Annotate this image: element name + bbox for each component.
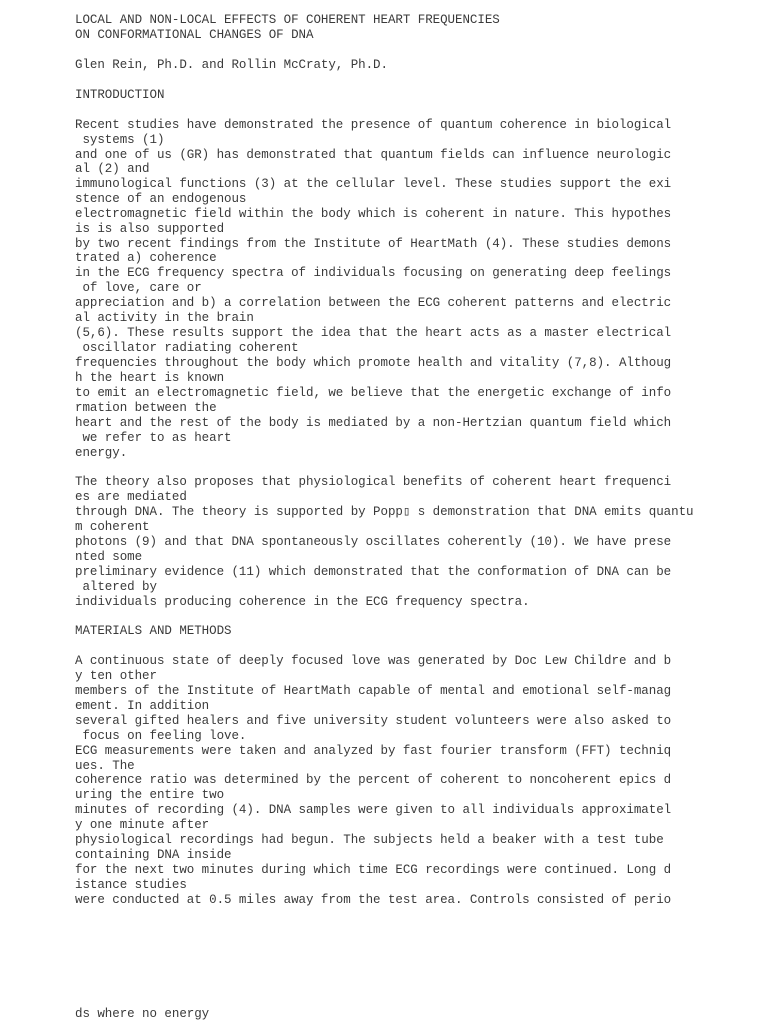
page-continuation-line: ds where no energy [75, 1007, 210, 1021]
section-heading-introduction: INTRODUCTION [75, 88, 165, 102]
text-line: and one of us (GR) has demonstrated that quantum fields can influence neurologic [75, 148, 672, 162]
text-line: al (2) and [75, 162, 150, 176]
text-line: m coherent [75, 520, 150, 534]
text-line: stence of an endogenous [75, 192, 247, 206]
text-line: through DNA. The theory is supported by Popp▯ s demonstration that DNA emits quantu [75, 505, 694, 519]
doc-title-line-1: LOCAL AND NON-LOCAL EFFECTS OF COHERENT HEART FREQUENCIES [75, 13, 500, 27]
text-line: electromagnetic field within the body which is coherent in nature. This hypothes [75, 207, 672, 221]
text-line: immunological functions (3) at the cellular level. These studies support the exi [75, 177, 672, 191]
text-line: al activity in the brain [75, 311, 254, 325]
text-line: oscillator radiating coherent [75, 341, 299, 355]
text-line: nted some [75, 550, 143, 564]
text-line: physiological recordings had begun. The subjects held a beaker with a test tube [75, 833, 664, 847]
text-line: heart and the rest of the body is mediated by a non-Hertzian quantum field which [75, 416, 672, 430]
text-line: frequencies throughout the body which promote health and vitality (7,8). Althoug [75, 356, 672, 370]
text-line: istance studies [75, 878, 187, 892]
doc-authors: Glen Rein, Ph.D. and Rollin McCraty, Ph.D. [75, 58, 388, 72]
text-line: coherence ratio was determined by the percent of coherent to noncoherent epics d [75, 773, 672, 787]
text-line: by two recent findings from the Institute of HeartMath (4). These studies demons [75, 237, 672, 251]
text-line: Recent studies have demonstrated the presence of quantum coherence in biological [75, 118, 672, 132]
text-line: uring the entire two [75, 788, 225, 802]
text-line: systems (1) [75, 133, 165, 147]
text-line: we refer to as heart [75, 431, 232, 445]
text-line: (5,6). These results support the idea that the heart acts as a master electrical [75, 326, 672, 340]
text-line: y ten other [75, 669, 157, 683]
text-line: photons (9) and that DNA spontaneously oscillates coherently (10). We have prese [75, 535, 672, 549]
text-line: focus on feeling love. [75, 729, 247, 743]
text-line: preliminary evidence (11) which demonstrated that the conformation of DNA can be [75, 565, 672, 579]
text-line: for the next two minutes during which time ECG recordings were continued. Long d [75, 863, 672, 877]
text-line: rmation between the [75, 401, 217, 415]
text-line: energy. [75, 446, 128, 460]
text-line: members of the Institute of HeartMath capable of mental and emotional self-manag [75, 684, 672, 698]
text-line: es are mediated [75, 490, 187, 504]
text-line: is is also supported [75, 222, 225, 236]
text-line: altered by [75, 580, 157, 594]
text-line: The theory also proposes that physiological benefits of coherent heart frequenci [75, 475, 672, 489]
text-line: were conducted at 0.5 miles away from the test area. Controls consisted of perio [75, 893, 672, 907]
text-line: containing DNA inside [75, 848, 232, 862]
text-line: appreciation and b) a correlation between the ECG coherent patterns and electric [75, 296, 672, 310]
text-line: A continuous state of deeply focused love was generated by Doc Lew Childre and b [75, 654, 672, 668]
text-line: several gifted healers and five university student volunteers were also asked to [75, 714, 672, 728]
text-line: of love, care or [75, 281, 202, 295]
text-line: individuals producing coherence in the ECG frequency spectra. [75, 595, 530, 609]
text-line: trated a) coherence [75, 251, 217, 265]
text-line: h the heart is known [75, 371, 225, 385]
text-line: in the ECG frequency spectra of individuals focusing on generating deep feelings [75, 266, 672, 280]
text-line: ement. In addition [75, 699, 210, 713]
text-line: y one minute after [75, 818, 210, 832]
text-line: to emit an electromagnetic field, we believe that the energetic exchange of info [75, 386, 672, 400]
doc-title-line-2: ON CONFORMATIONAL CHANGES OF DNA [75, 28, 314, 42]
text-line: ues. The [75, 759, 135, 773]
section-heading-materials-and-methods: MATERIALS AND METHODS [75, 624, 232, 638]
text-line: ECG measurements were taken and analyzed by fast fourier transform (FFT) techniq [75, 744, 672, 758]
text-line: minutes of recording (4). DNA samples were given to all individuals approximatel [75, 803, 672, 817]
